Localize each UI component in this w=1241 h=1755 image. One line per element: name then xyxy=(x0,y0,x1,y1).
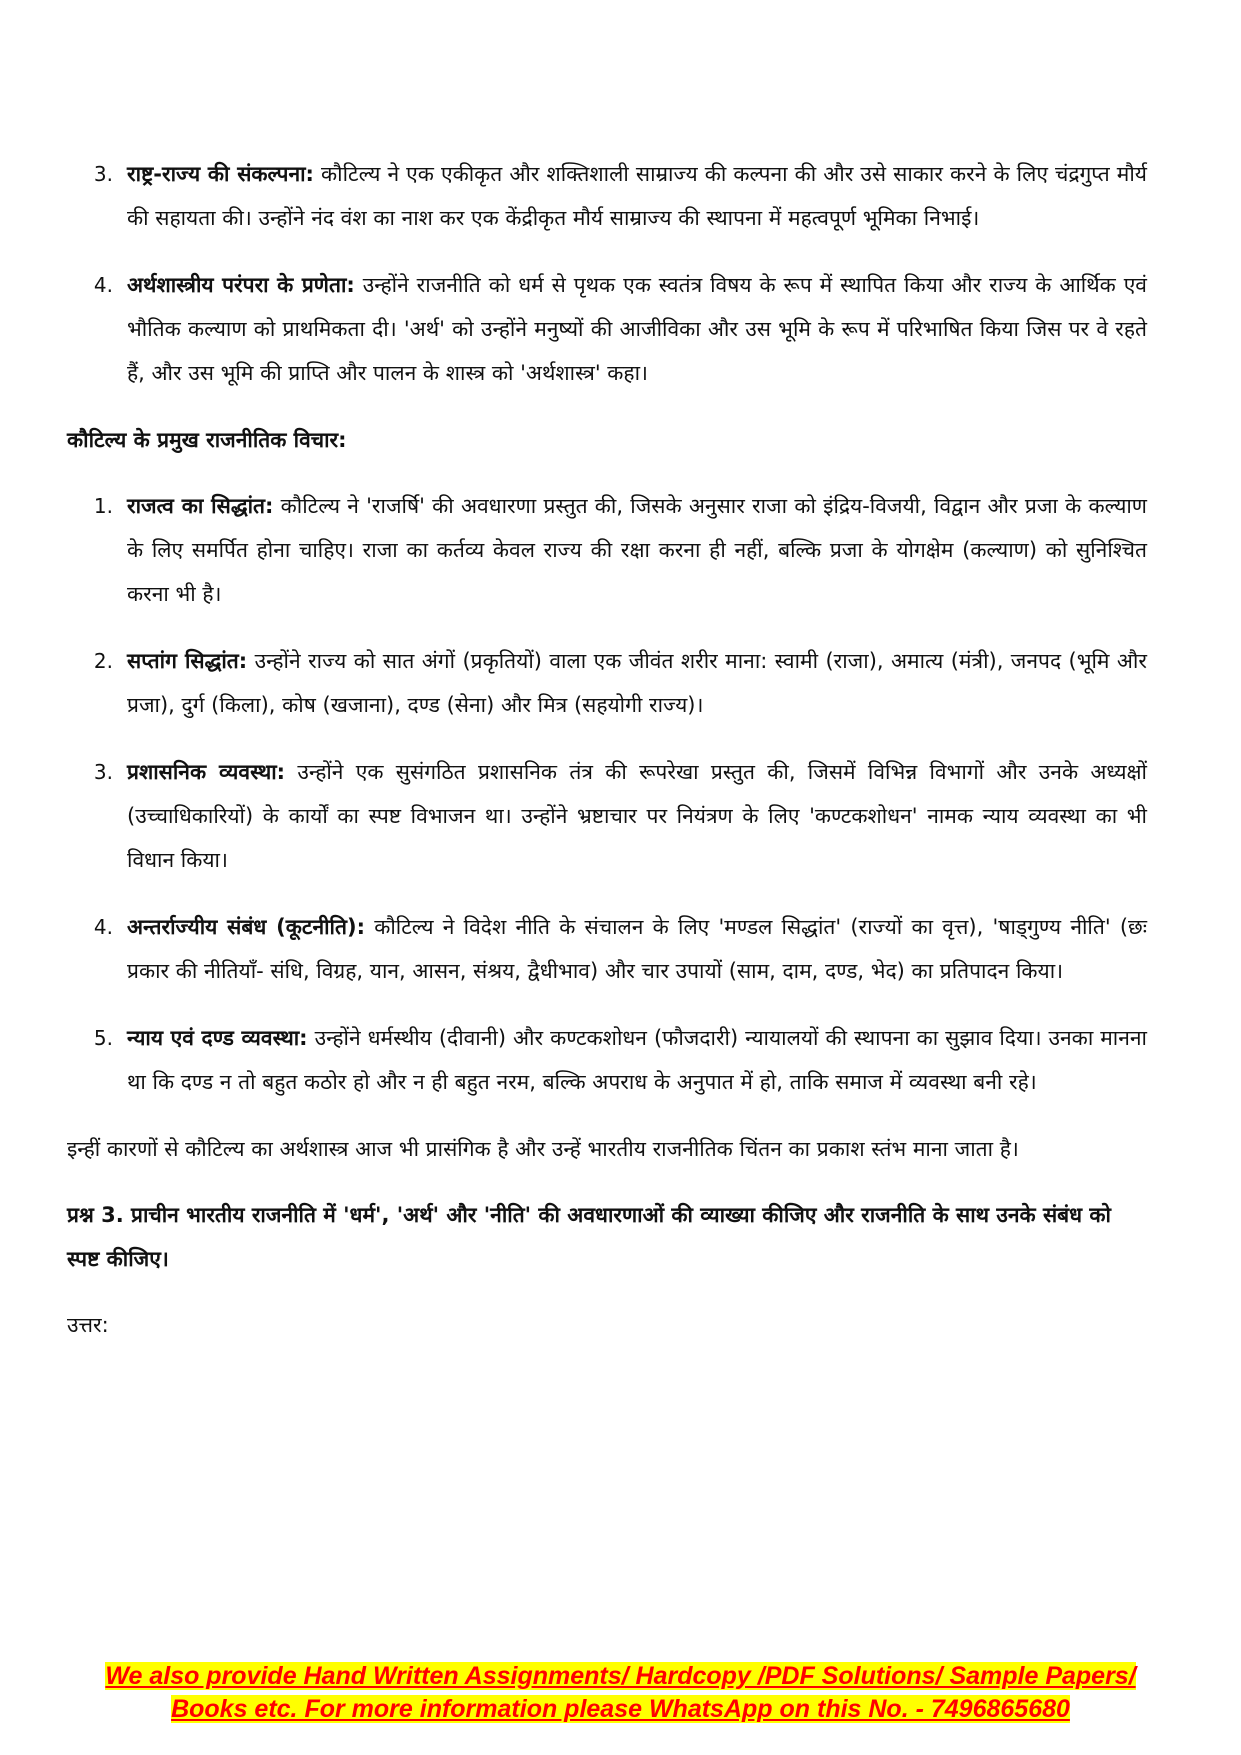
footer-promo xyxy=(80,1660,1161,1726)
document-content xyxy=(67,152,1147,1347)
item-body: कौटिल्य ने एक एकीकृत और शक्तिशाली साम्राज्य की कल्पना की और उसे साकार करने के लिए चंद्रगुप्त मौर्य की सहायता की। उन्होंने नंद वंश का नाश कर एक केंद्रीकृत मौर्य साम्राज्य की स्थापना में महत्वपूर्ण भूमिका निभाई। xyxy=(127,162,1147,230)
item-text xyxy=(127,152,1147,240)
conclusion-paragraph: इन्हीं कारणों से कौटिल्य का अर्थशास्त्र आज भी प्रासंगिक है और उन्हें भारतीय राजनीतिक चिंतन का प्रकाश स्तंभ माना जाता है। xyxy=(67,1137,1019,1161)
item-text xyxy=(127,263,1147,395)
item-title: न्याय एवं दण्ड व्यवस्था: xyxy=(127,1026,308,1050)
item-number: 3. xyxy=(93,162,113,186)
answer-label: उत्तर: xyxy=(67,1313,109,1337)
list-item xyxy=(67,152,1147,240)
list-item xyxy=(67,1016,1147,1104)
item-text xyxy=(127,905,1147,993)
item-title: प्रशासनिक व्यवस्था: xyxy=(127,760,286,784)
item-number: 3. xyxy=(93,760,113,784)
item-text xyxy=(127,639,1147,727)
list-item xyxy=(67,639,1147,727)
footer-line-1: We also provide Hand Written Assignments/ Hardcopy /PDF Solutions/ Sample Papers/ xyxy=(105,1662,1136,1690)
footer-line-2: Books etc. For more information please WhatsApp on this No. - 7496865680 xyxy=(171,1695,1070,1723)
item-body: उन्होंने राजनीति को धर्म से पृथक एक स्वतंत्र विषय के रूप में स्थापित किया और राज्य के आर्थिक एवं भौतिक कल्याण को प्राथमिकता दी। 'अर्थ' को उन्होंने मनुष्यों की आजीविका और उस भूमि के रूप में परिभाषित किया जिस पर वे रहते हैं, और उस भूमि की प्राप्ति और पालन के शास्त्र को 'अर्थशास्त्र' कहा। xyxy=(127,273,1147,385)
item-number: 5. xyxy=(93,1026,113,1050)
list-item xyxy=(67,263,1147,395)
item-body: कौटिल्य ने 'राजर्षि' की अवधारणा प्रस्तुत की, जिसके अनुसार राजा को इंद्रिय-विजयी, विद्वान और प्रजा के कल्याण के लिए समर्पित होना चाहिए। राजा का कर्तव्य केवल राज्य की रक्षा करना ही नहीं, बल्कि प्रजा के योगक्षेम (कल्याण) को सुनिश्चित करना भी है। xyxy=(127,494,1147,606)
item-body: उन्होंने राज्य को सात अंगों (प्रकृतियों) वाला एक जीवंत शरीर माना: स्वामी (राजा), अमात्य (मंत्री), जनपद (भूमि और प्रजा), दुर्ग (किला), कोष (खजाना), दण्ड (सेना) और मित्र (सहयोगी राज्य)। xyxy=(127,649,1147,717)
item-body: उन्होंने एक सुसंगठित प्रशासनिक तंत्र की रूपरेखा प्रस्तुत की, जिसमें विभिन्न विभागों और उनके अध्यक्षों (उच्चाधिकारियों) के कार्यों का स्पष्ट विभाजन था। उन्होंने भ्रष्टाचार पर नियंत्रण के लिए 'कण्टकशोधन' नामक न्याय व्यवस्था का भी विधान किया। xyxy=(127,760,1147,872)
item-title: अर्थशास्त्रीय परंपरा के प्रणेता: xyxy=(127,273,355,297)
item-body: कौटिल्य ने विदेश नीति के संचालन के लिए 'मण्डल सिद्धांत' (राज्यों का वृत्त), 'षाड्गुण्य नीति' (छः प्रकार की नीतियाँ- संधि, विग्रह, यान, आसन, संश्रय, द्वैधीभाव) और चार उपायों (साम, दाम, दण्ड, भेद) का प्रतिपादन किया। xyxy=(127,915,1147,983)
item-number: 2. xyxy=(93,649,113,673)
item-text xyxy=(127,750,1147,882)
list-item xyxy=(67,905,1147,993)
item-title: सप्तांग सिद्धांत: xyxy=(127,649,248,673)
section-heading: कौटिल्य के प्रमुख राजनीतिक विचार: xyxy=(67,428,347,452)
contribution-list xyxy=(67,152,1147,395)
item-body: उन्होंने धर्मस्थीय (दीवानी) और कण्टकशोधन (फौजदारी) न्यायालयों की स्थापना का सुझाव दिया। उनका मानना था कि दण्ड न तो बहुत कठोर हो और न ही बहुत नरम, बल्कि अपराध के अनुपात में हो, ताकि समाज में व्यवस्था बनी रहे। xyxy=(127,1026,1147,1094)
list-item xyxy=(67,484,1147,616)
item-title: राष्ट्र-राज्य की संकल्पना: xyxy=(127,162,314,186)
item-number: 4. xyxy=(93,915,113,939)
list-item xyxy=(67,750,1147,882)
item-title: अन्तर्राज्यीय संबंध (कूटनीति): xyxy=(127,915,365,939)
item-number: 1. xyxy=(93,494,113,518)
item-text xyxy=(127,484,1147,616)
item-title: राजत्व का सिद्धांत: xyxy=(127,494,274,518)
ideas-list xyxy=(67,484,1147,1104)
item-text xyxy=(127,1016,1147,1104)
item-number: 4. xyxy=(93,273,113,297)
question-heading: प्रश्न 3. प्राचीन भारतीय राजनीति में 'धर्म', 'अर्थ' और 'नीति' की अवधारणाओं की व्याख्या कीजिए और राजनीति के साथ उनके संबंध को स्पष्ट कीजिए। xyxy=(67,1203,1111,1271)
